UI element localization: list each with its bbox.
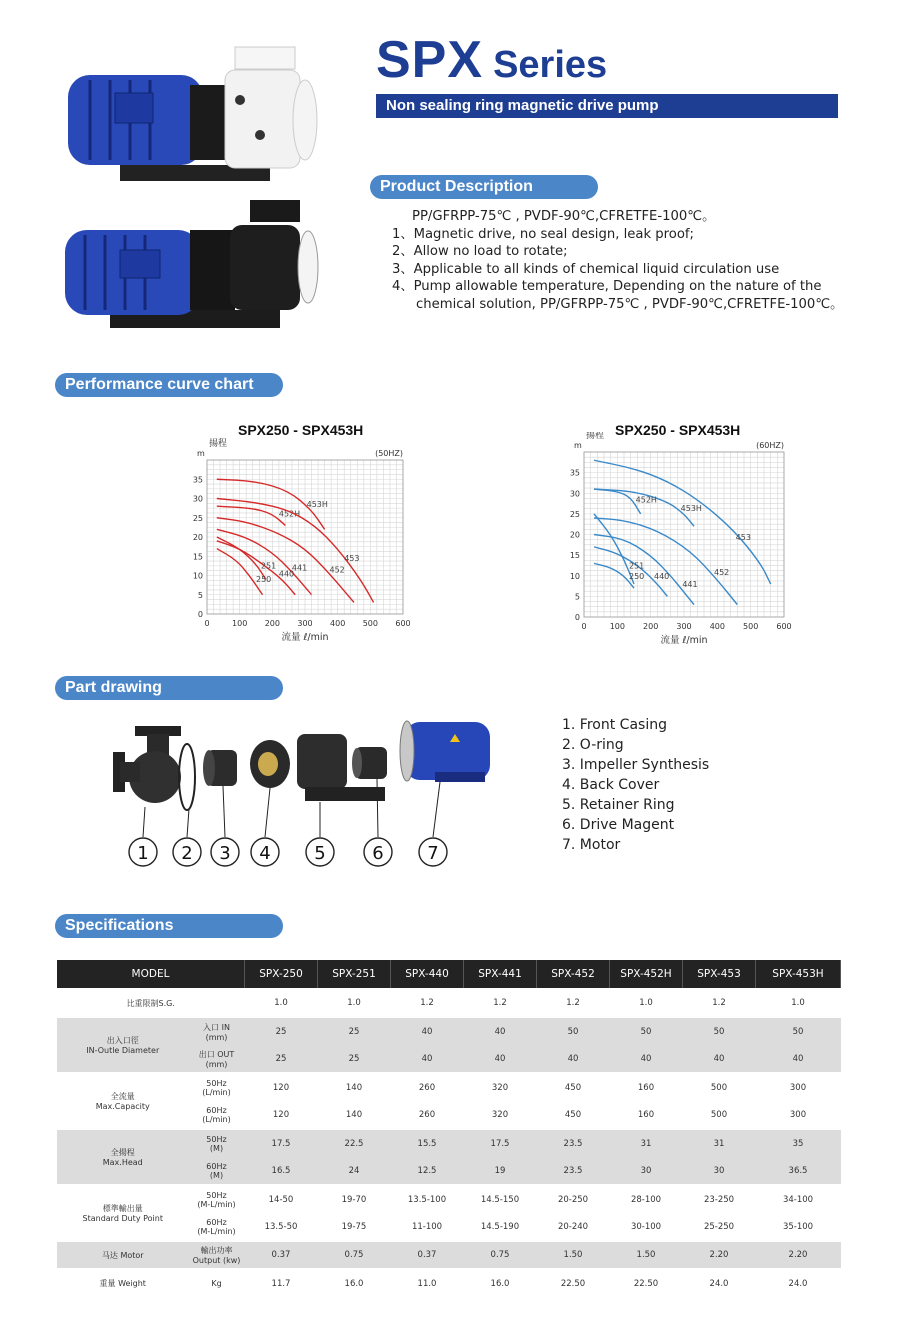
x-axis-label: 流量 ℓ/min xyxy=(281,632,329,643)
parts-list xyxy=(562,715,709,855)
spec-sub-label: 入口 IN (mm) xyxy=(189,1017,245,1045)
spec-cell: 320 xyxy=(491,1109,509,1120)
title-series: Series xyxy=(493,44,608,86)
y-tick-label: 5 xyxy=(574,592,580,602)
spec-cell: 31 xyxy=(683,1129,756,1157)
spec-cell: 30-100 xyxy=(630,1221,662,1232)
y-tick-label: 30 xyxy=(569,489,580,499)
y-unit-label: m xyxy=(574,441,582,450)
spec-cell: 500 xyxy=(710,1109,728,1120)
spec-cell: 0.75 xyxy=(318,1241,391,1269)
description-temps: PP/GFRPP-75℃ , PVDF-90℃,CFRETFE-100℃。 xyxy=(412,209,716,224)
spec-row xyxy=(57,1241,841,1269)
spec-cell: 19-70 xyxy=(318,1185,391,1213)
y-tick-label: 30 xyxy=(192,494,203,504)
pump-photo-black xyxy=(60,195,330,340)
section-product-description: Product Description xyxy=(370,175,598,199)
spec-cell: 24.0 xyxy=(756,1269,841,1297)
x-tick-label: 100 xyxy=(232,619,248,628)
spec-cell: 17.5 xyxy=(464,1129,537,1157)
spec-row xyxy=(57,1129,841,1157)
chart-50hz-title: SPX250 - SPX453H xyxy=(238,422,364,438)
y-unit-label: m xyxy=(197,449,205,458)
spec-cell: 140 xyxy=(345,1109,363,1120)
y-axis-label: 揚程 xyxy=(586,432,605,441)
spec-cell: 16.0 xyxy=(464,1269,537,1297)
spec-cell: 34-100 xyxy=(756,1185,841,1213)
spec-header-cell: SPX-452H xyxy=(610,960,683,989)
spec-sub-label: 50Hz (M-L/min) xyxy=(189,1185,245,1213)
spec-cell: 20-240 xyxy=(557,1221,589,1232)
spec-cell: 15.5 xyxy=(391,1129,464,1157)
spec-cell: 23-250 xyxy=(683,1185,756,1213)
spec-cell: 1.2 xyxy=(464,989,537,1017)
y-tick-label: 20 xyxy=(192,533,203,542)
spec-header-model: MODEL xyxy=(57,960,245,989)
x-tick-label: 500 xyxy=(362,619,378,628)
spec-sub-label: 60Hz (M) xyxy=(189,1157,245,1185)
curve-label-250: 250 xyxy=(256,575,272,585)
curve-452 xyxy=(594,518,737,605)
x-tick-label: 100 xyxy=(609,622,625,631)
spec-sub-label: 出口 OUT (mm) xyxy=(189,1045,245,1073)
spec-header-cell: SPX-453H xyxy=(756,960,841,989)
spec-cell: 1.0 xyxy=(245,989,318,1017)
description-item: 2、Allow no load to rotate; xyxy=(392,244,568,259)
part-callout-number: 4 xyxy=(259,843,271,864)
curve-440 xyxy=(217,541,295,595)
spec-cell: 23.5 xyxy=(537,1157,610,1185)
spec-cell: 14.5-150 xyxy=(464,1185,537,1213)
y-tick-label: 10 xyxy=(569,571,580,581)
spec-cell: 300 xyxy=(756,1073,841,1101)
x-tick-label: 400 xyxy=(330,619,346,628)
description-item: 4、Pump allowable temperature, Depending on the nature of the xyxy=(392,279,822,294)
spec-header-cell: SPX-250 xyxy=(245,960,318,989)
spec-cell: 14-50 xyxy=(245,1185,318,1213)
spec-cell: 11.0 xyxy=(391,1269,464,1297)
spec-cell: 260 xyxy=(391,1073,464,1101)
spec-group-label: 重量 Weight xyxy=(57,1269,189,1297)
curve-label-251: 251 xyxy=(260,561,277,571)
spec-cell: 24.0 xyxy=(683,1269,756,1297)
spec-cell: 25 xyxy=(318,1017,391,1045)
spec-header-cell: SPX-440 xyxy=(391,960,464,989)
spec-cell: 12.5 xyxy=(391,1157,464,1185)
curve-label-452: 452 xyxy=(329,565,345,575)
spec-sub-label: 50Hz (L/min) xyxy=(189,1073,245,1101)
x-tick-label: 300 xyxy=(297,619,313,628)
spec-row xyxy=(57,1185,841,1213)
spec-cell: 1.2 xyxy=(537,989,610,1017)
spec-cell: 450 xyxy=(537,1073,610,1101)
part-callout-number: 5 xyxy=(314,843,326,864)
spec-cell: 36.5 xyxy=(756,1157,841,1185)
spec-cell: 1.2 xyxy=(391,989,464,1017)
x-tick-label: 400 xyxy=(709,622,725,631)
section-performance: Performance curve chart xyxy=(55,373,283,397)
y-tick-label: 10 xyxy=(192,571,203,581)
spec-cell: 40 xyxy=(756,1045,841,1073)
spec-cell: 13.5-50 xyxy=(264,1221,298,1232)
y-tick-label: 0 xyxy=(574,613,580,622)
page-title xyxy=(376,30,607,90)
spec-cell: 35 xyxy=(756,1129,841,1157)
description-continuation: chemical solution, PP/GFRPP-75℃ , PVDF-90℃,CFRETFE-100℃。 xyxy=(416,296,844,312)
curve-label-440: 440 xyxy=(278,569,295,579)
parts-list-item: 6. Drive Magent xyxy=(562,817,675,833)
parts-list-item: 2. O-ring xyxy=(562,737,624,753)
spec-cell: 17.5 xyxy=(245,1129,318,1157)
y-axis-label: 揚程 xyxy=(209,439,228,449)
spec-cell: 40 xyxy=(537,1045,610,1073)
spec-cell: 22.50 xyxy=(537,1269,610,1297)
parts-list-item: 1. Front Casing xyxy=(562,717,667,733)
spec-table-body xyxy=(57,989,841,1297)
spec-cell: 19 xyxy=(464,1157,537,1185)
x-tick-label: 600 xyxy=(776,622,792,631)
spec-row xyxy=(57,1073,841,1101)
parts-list-item: 3. Impeller Synthesis xyxy=(562,757,710,773)
spec-group-label: 马达 Motor xyxy=(57,1241,189,1269)
spec-cell: 40 xyxy=(391,1017,464,1045)
parts-list-item: 5. Retainer Ring xyxy=(562,797,675,813)
spec-cell: 300 xyxy=(789,1109,807,1120)
spec-cell: 120 xyxy=(272,1109,290,1120)
spec-cell: 30 xyxy=(610,1157,683,1185)
spec-cell: 16.5 xyxy=(245,1157,318,1185)
title-main: SPX xyxy=(376,31,484,89)
curve-label-441: 441 xyxy=(291,563,308,573)
spec-cell: 11.7 xyxy=(245,1269,318,1297)
x-tick-label: 0 xyxy=(204,619,210,628)
spec-row xyxy=(57,1017,841,1045)
curve-label-452: 452 xyxy=(714,567,730,577)
spec-header-row xyxy=(57,960,841,989)
spec-cell: 50 xyxy=(537,1017,610,1045)
spec-cell: 24 xyxy=(318,1157,391,1185)
spec-group-label: 比重限制S.G. xyxy=(57,989,245,1017)
description-block xyxy=(392,208,843,313)
spec-cell: 35-100 xyxy=(782,1221,814,1232)
spec-cell: 0.75 xyxy=(464,1241,537,1269)
y-tick-label: 0 xyxy=(197,610,203,619)
curve-label-440: 440 xyxy=(654,571,670,581)
spec-row xyxy=(57,989,841,1017)
spec-cell: 160 xyxy=(610,1073,683,1101)
spec-sub-label: Kg xyxy=(189,1269,245,1297)
spec-header-cell: SPX-251 xyxy=(318,960,391,989)
frequency-label: (50HZ) xyxy=(375,449,403,458)
spec-cell: 40 xyxy=(683,1045,756,1073)
spec-cell: 25 xyxy=(245,1045,318,1073)
spec-cell: 50 xyxy=(756,1017,841,1045)
spec-header-cell: SPX-452 xyxy=(537,960,610,989)
spec-row xyxy=(57,1269,841,1297)
section-specifications: Specifications xyxy=(55,914,283,938)
section-part-drawing: Part drawing xyxy=(55,676,283,700)
spec-cell: 11-100 xyxy=(411,1221,443,1232)
spec-cell: 0.37 xyxy=(245,1241,318,1269)
part-callout-number: 6 xyxy=(372,843,384,864)
parts-list-item: 4. Back Cover xyxy=(562,777,660,793)
curve-label-452H: 452H xyxy=(635,495,657,505)
x-tick-label: 600 xyxy=(395,619,411,628)
spec-cell: 19-75 xyxy=(341,1221,367,1232)
pump-photo-white xyxy=(60,45,330,190)
description-item: 1、Magnetic drive, no seal design, leak proof; xyxy=(392,226,694,242)
spec-cell: 1.50 xyxy=(610,1241,683,1269)
y-tick-label: 35 xyxy=(569,468,580,478)
y-tick-label: 15 xyxy=(569,551,580,561)
spec-cell: 25-250 xyxy=(703,1221,735,1232)
spec-cell: 50 xyxy=(683,1017,756,1045)
spec-cell: 23.5 xyxy=(537,1129,610,1157)
part-callout-number: 1 xyxy=(137,843,149,864)
parts-list-item: 7. Motor xyxy=(562,837,621,853)
description-item: 3、Applicable to all kinds of chemical liquid circulation use xyxy=(392,261,780,277)
subtitle-bar: Non sealing ring magnetic drive pump xyxy=(376,94,838,118)
curve-label-453: 453 xyxy=(735,532,751,542)
spec-cell: 28-100 xyxy=(610,1185,683,1213)
spec-header-cell: SPX-453 xyxy=(683,960,756,989)
spec-cell: 40 xyxy=(391,1045,464,1073)
x-tick-label: 500 xyxy=(743,622,759,631)
chart-60hz-title: SPX250 - SPX453H xyxy=(615,422,741,438)
spec-cell: 13.5-100 xyxy=(391,1185,464,1213)
y-tick-label: 15 xyxy=(192,552,203,562)
frequency-label: (60HZ) xyxy=(756,441,784,450)
chart-60hz xyxy=(562,432,802,652)
part-callout-number: 7 xyxy=(427,843,439,864)
part-callout-number: 3 xyxy=(219,843,231,864)
x-tick-label: 300 xyxy=(676,622,692,631)
part-callouts xyxy=(105,712,505,877)
spec-sub-label: 輸出功率 Output (kw) xyxy=(189,1241,245,1269)
spec-cell: 20-250 xyxy=(537,1185,610,1213)
spec-cell: 40 xyxy=(464,1017,537,1045)
spec-cell: 1.2 xyxy=(683,989,756,1017)
curve-label-250: 250 xyxy=(629,571,645,581)
spec-group-label: 出入口徑 IN-Outle Diameter xyxy=(57,1017,189,1073)
spec-cell: 25 xyxy=(318,1045,391,1073)
spec-cell: 1.50 xyxy=(537,1241,610,1269)
curve-label-251: 251 xyxy=(629,561,645,571)
x-tick-label: 200 xyxy=(643,622,659,631)
spec-cell: 16.0 xyxy=(318,1269,391,1297)
spec-cell: 2.20 xyxy=(683,1241,756,1269)
spec-group-label: 全流量 Max.Capacity xyxy=(57,1073,189,1129)
spec-sub-label: 60Hz (M-L/min) xyxy=(197,1217,236,1236)
y-tick-label: 25 xyxy=(569,509,580,519)
spec-cell: 500 xyxy=(683,1073,756,1101)
spec-cell: 160 xyxy=(637,1109,655,1120)
curve-label-441: 441 xyxy=(682,580,698,590)
y-tick-label: 5 xyxy=(197,590,203,600)
chart-50hz xyxy=(185,438,425,653)
x-axis-label: 流量 ℓ/min xyxy=(660,635,708,646)
spec-table xyxy=(57,960,841,1297)
spec-cell: 260 xyxy=(418,1109,436,1120)
x-tick-label: 0 xyxy=(581,622,587,631)
spec-cell: 50 xyxy=(610,1017,683,1045)
spec-cell: 30 xyxy=(683,1157,756,1185)
spec-group-label: 全揚程 Max.Head xyxy=(57,1129,189,1185)
spec-cell: 25 xyxy=(245,1017,318,1045)
y-tick-label: 20 xyxy=(569,530,580,540)
curve-label-452H: 452H xyxy=(278,509,301,519)
spec-cell: 1.0 xyxy=(318,989,391,1017)
spec-cell: 0.37 xyxy=(391,1241,464,1269)
y-tick-label: 25 xyxy=(192,513,203,523)
curve-label-453: 453 xyxy=(344,553,360,563)
spec-header-cell: SPX-441 xyxy=(464,960,537,989)
spec-cell: 14.5-190 xyxy=(480,1221,520,1232)
x-tick-label: 200 xyxy=(264,619,280,628)
spec-cell: 22.50 xyxy=(610,1269,683,1297)
spec-sub-label: 60Hz (L/min) xyxy=(202,1105,231,1124)
spec-group-label: 標準輸出量 Standard Duty Point xyxy=(57,1185,189,1241)
spec-sub-label: 50Hz (M) xyxy=(189,1129,245,1157)
curve-label-453H: 453H xyxy=(680,503,702,513)
y-tick-label: 35 xyxy=(192,475,203,485)
spec-cell: 320 xyxy=(464,1073,537,1101)
spec-cell: 2.20 xyxy=(756,1241,841,1269)
spec-cell: 40 xyxy=(610,1045,683,1073)
spec-cell: 120 xyxy=(245,1073,318,1101)
spec-cell: 450 xyxy=(564,1109,582,1120)
spec-cell: 40 xyxy=(464,1045,537,1073)
spec-cell: 31 xyxy=(610,1129,683,1157)
part-callout-number: 2 xyxy=(181,843,193,864)
spec-cell: 140 xyxy=(318,1073,391,1101)
spec-cell: 22.5 xyxy=(318,1129,391,1157)
curve-label-453H: 453H xyxy=(306,500,328,510)
spec-cell: 1.0 xyxy=(610,989,683,1017)
spec-cell: 1.0 xyxy=(756,989,841,1017)
